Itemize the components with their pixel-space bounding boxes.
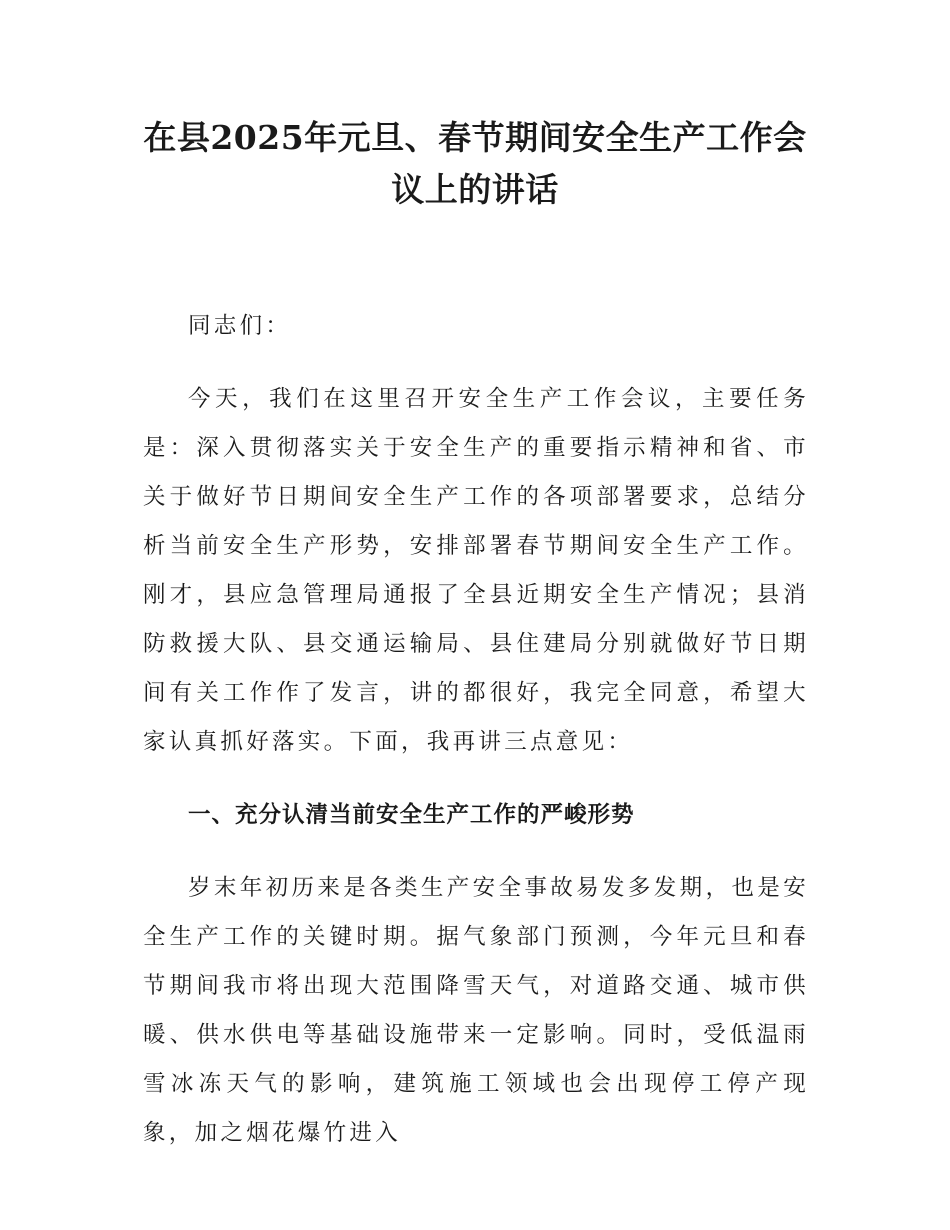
document-body: [143, 302, 809, 1182]
body-paragraph: 岁末年初历来是各类生产安全事故易发多发期，也是安全生产工作的关键时期。据气象部门预测，今年元旦和春节期间我市将出现大范围降雪天气，对道路交通、城市供暖、供水供电等基础设施带来一定影响。同时，受低温雨雪冰冻天气的影响，建筑施工领域也会出现停工停产现象，加之烟花爆竹进入: [143, 875, 809, 1146]
document-title: 在县2025年元旦、春节期间安全生产工作会议上的讲话: [143, 118, 807, 209]
body-paragraph: 今天，我们在这里召开安全生产工作会议，主要任务是：深入贯彻落实关于安全生产的重要指示精神和省、市关于做好节日期间安全生产工作的各项部署要求，总结分析当前安全生产形势，安排部署春节期间安全生产工作。刚才，县应急管理局通报了全县近期安全生产情况；县消防救援大队、县交通运输局、县住建局分别就做好节日期间有关工作作了发言，讲的都很好，我完全同意，希望大家认真抓好落实。下面，我再讲三点意见：: [143, 386, 809, 755]
section-heading: 一、充分认清当前安全生产工作的严峻形势: [188, 802, 635, 828]
salutation: 同志们：: [188, 313, 292, 339]
